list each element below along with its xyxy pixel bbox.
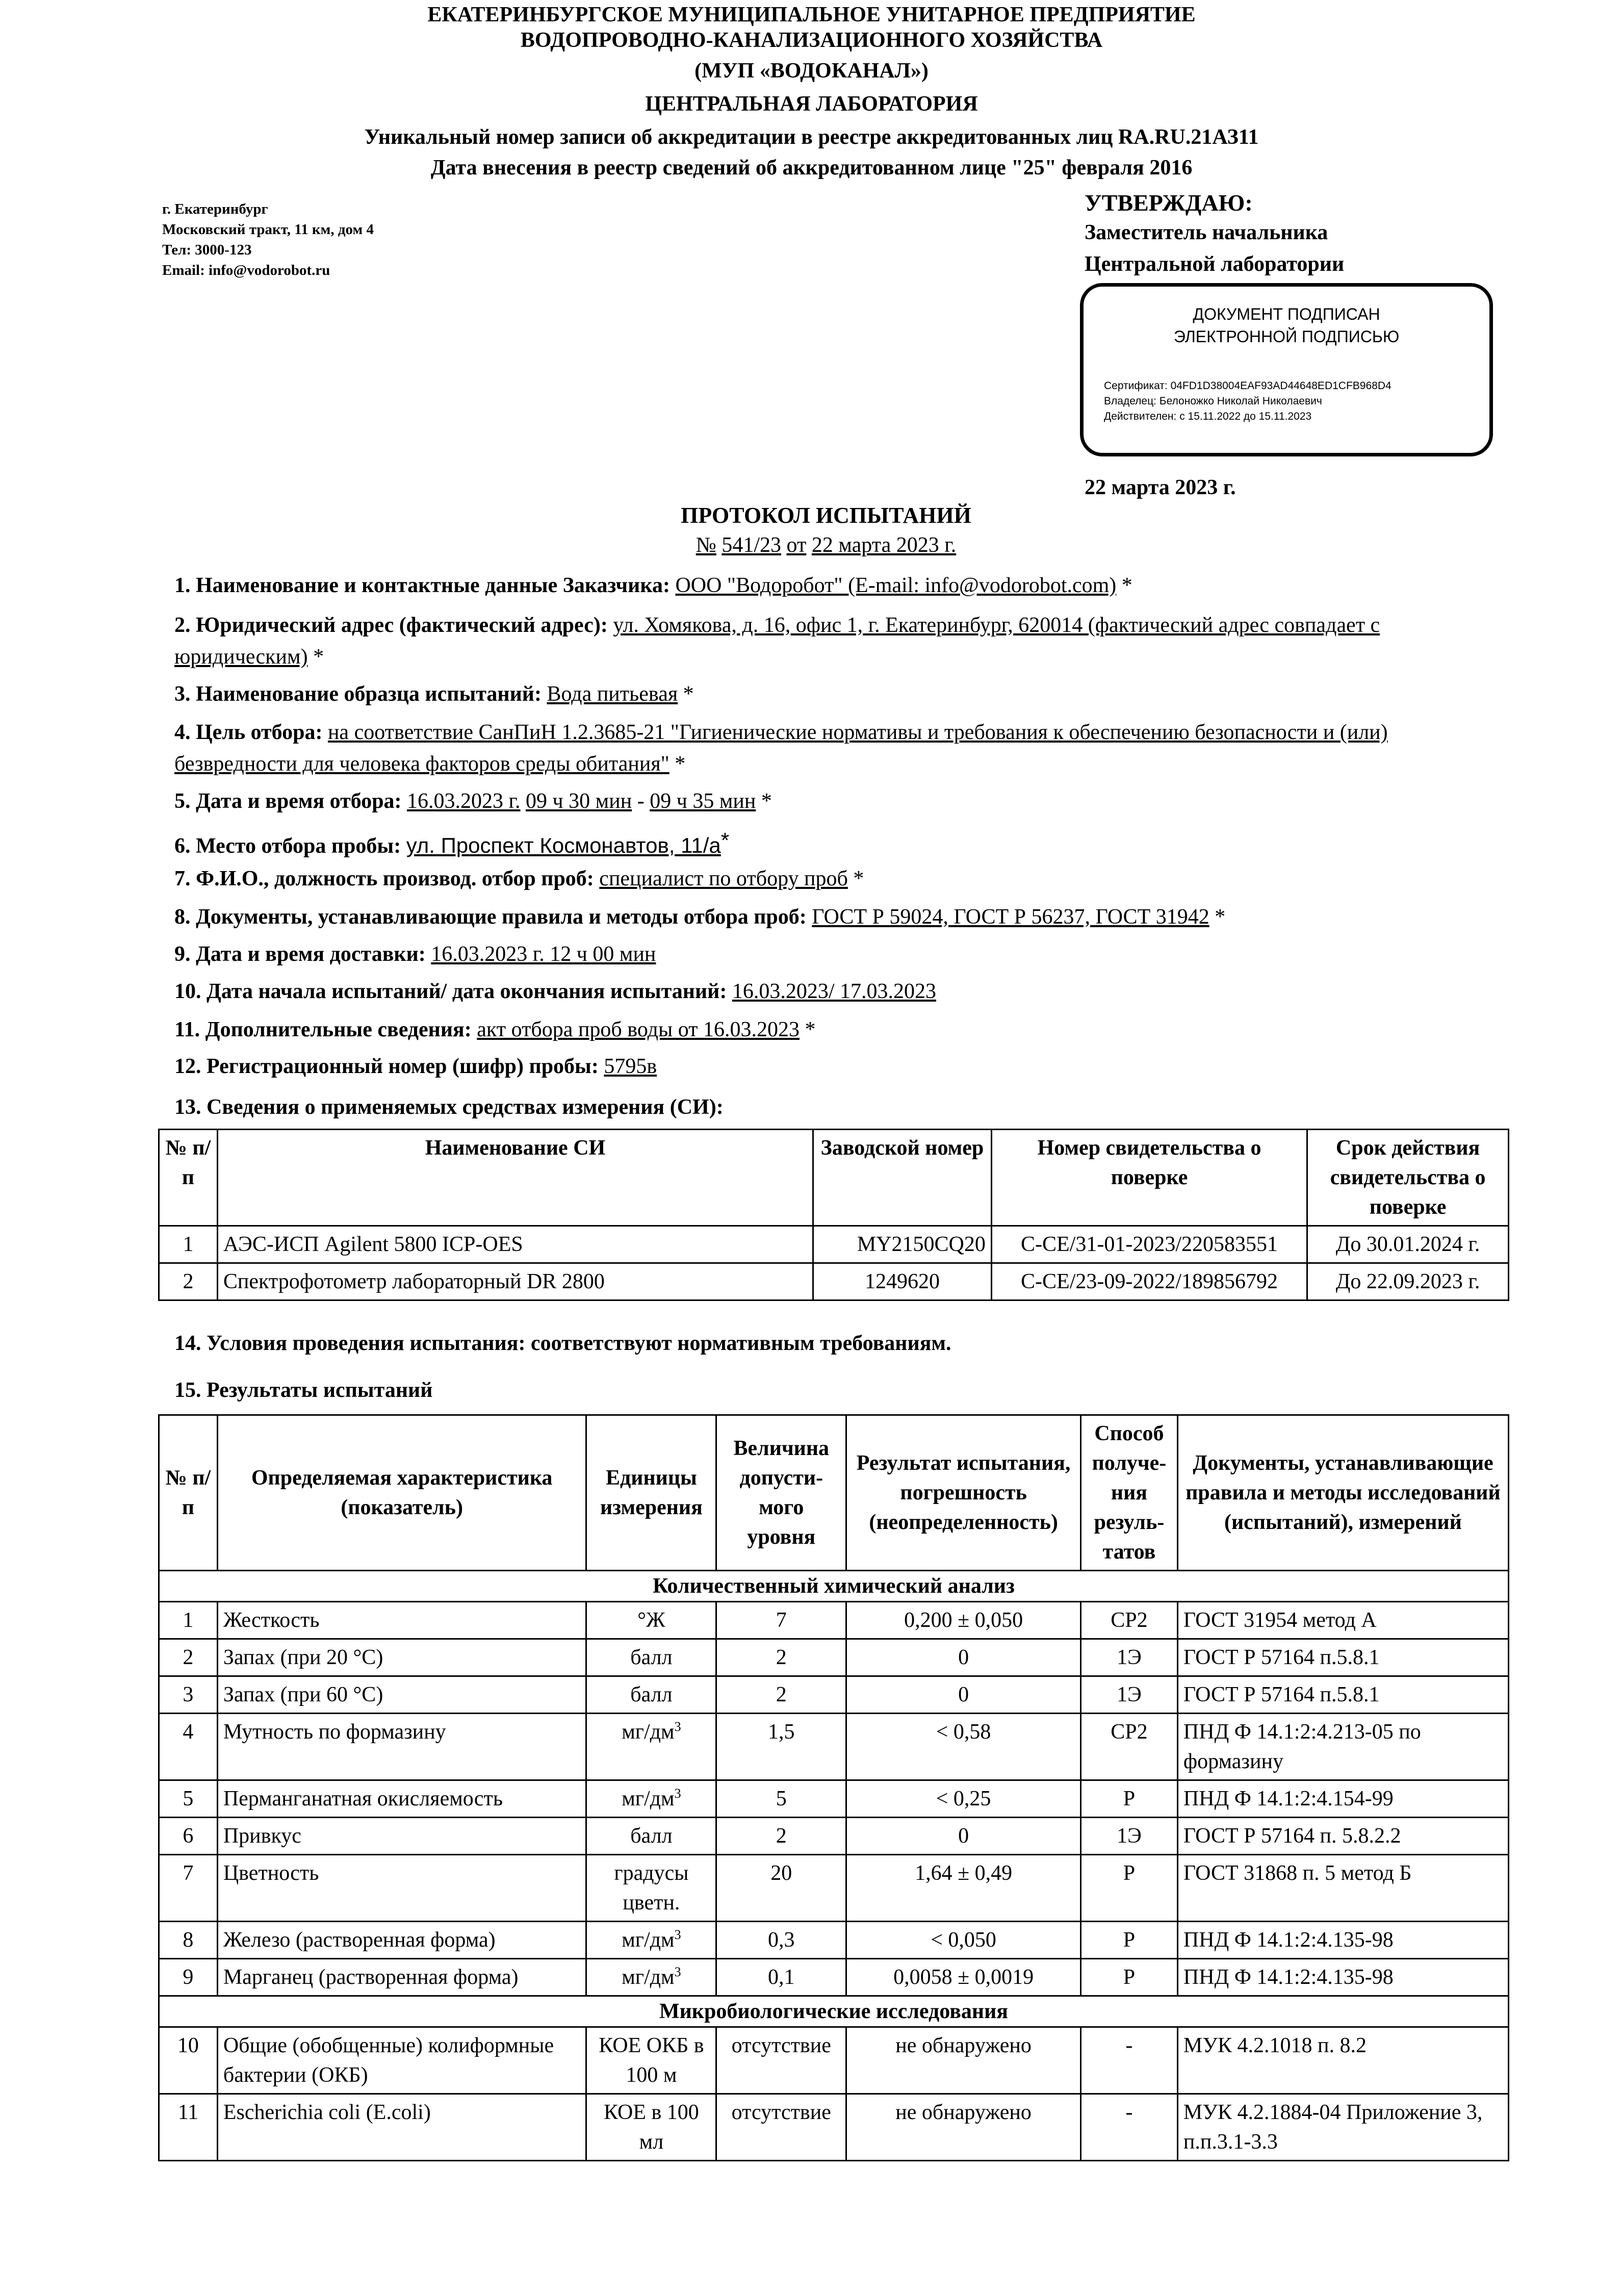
e-signature-stamp [1080,283,1493,456]
protocol-no-label: № [695,533,716,557]
result-method: 1Э [1080,1639,1177,1676]
instrument-serial: 1249620 [813,1263,992,1300]
item-2-value: ул. Хомякова, д. 16, офис 1, г. Екатеринбург, 620014 (фактический адрес совпадает с юридическим) [174,614,1380,669]
instruments-header-name: Наименование СИ [217,1130,813,1226]
result-units: балл [586,1639,716,1676]
protocol-number-line [510,533,1142,557]
results-header-row [159,1415,1509,1571]
section-row-chemical [159,1571,1509,1602]
result-document: МУК 4.2.1018 п. 8.2 [1177,2027,1508,2094]
table-row [159,1263,1509,1300]
result-units: балл [586,1676,716,1714]
item-7 [174,863,1480,895]
results-header-characteristic: Определяемая характеристика (показатель) [217,1415,586,1571]
table-row [159,2094,1509,2161]
item-4 [174,717,1449,780]
results-header-units: Единицы измерения [586,1415,716,1571]
instruments-table [158,1129,1509,1301]
result-value: не обнаружено [846,2027,1081,2094]
result-document: ПНД Ф 14.1:2:4.154-99 [1177,1780,1508,1818]
table-row [159,1855,1509,1922]
registry-date-line: Дата внесения в реестр сведений об аккредитованном лице "25" февраля 2016 [430,156,1193,180]
item-13 [174,1091,1480,1123]
result-num: 2 [159,1639,218,1676]
result-document: ГОСТ Р 57164 п. 5.8.2.2 [1177,1818,1508,1855]
result-units-cell [586,1959,716,1996]
result-characteristic: Запах (при 20 °С) [217,1639,586,1676]
result-value: 0 [846,1639,1081,1676]
instrument-name: АЭС-ИСП Agilent 5800 ICP-OES [217,1226,813,1263]
protocol-number: 541/23 [722,533,782,557]
result-method: СР2 [1080,1602,1177,1639]
result-document: ГОСТ Р 57164 п.5.8.1 [1177,1639,1508,1676]
item-3-star: * [683,682,694,706]
contact-email: Email: info@vodorobot.ru [162,262,330,278]
result-allowed: 0,1 [716,1959,846,1996]
unit-superscript: 3 [674,1719,681,1734]
result-method: Р [1080,1780,1177,1818]
approval-date: 22 марта 2023 г. [1085,476,1236,499]
item-4-label: 4. Цель отбора: [174,721,323,744]
table-row [159,1676,1509,1714]
item-11-value: акт отбора проб воды от 16.03.2023 [477,1018,800,1041]
result-allowed: 1,5 [716,1714,846,1780]
protocol-from-label: от [786,533,807,557]
result-allowed: отсутствие [716,2027,846,2094]
protocol-date: 22 марта 2023 г. [811,533,957,557]
results-header-method: Способ получе-ния резуль-татов [1080,1415,1177,1571]
results-table [158,1414,1509,2161]
item-13-label: 13. Сведения о применяемых средствах измерения (СИ): [174,1095,724,1119]
result-method: 1Э [1080,1676,1177,1714]
protocol-title: ПРОТОКОЛ ИСПЫТАНИЙ [681,503,971,528]
accreditation-line: Уникальный номер записи об аккредитации в реестре аккредитованных лиц RA.RU.21АЗ11 [364,125,1259,149]
instrument-validity: До 30.01.2024 г. [1307,1226,1509,1263]
result-units: КОЕ ОКБ в 100 м [586,2027,716,2094]
result-characteristic: Перманганатная окисляемость [217,1780,586,1818]
result-num: 9 [159,1959,218,1996]
instrument-num: 2 [159,1263,218,1300]
item-6-value: ул. Проспект Космонавтов, 11/а [406,833,721,857]
item-9-label: 9. Дата и время доставки: [174,942,426,966]
result-characteristic: Железо (растворенная форма) [217,1922,586,1959]
item-6-label: 6. Место отбора пробы: [174,834,401,858]
result-units: мг/дм [622,1720,675,1744]
result-units: градусы цветн. [586,1855,716,1922]
result-value: 1,64 ± 0,49 [846,1855,1081,1922]
item-7-label: 7. Ф.И.О., должность производ. отбор проб: [174,867,594,890]
item-8-label: 8. Документы, устанавливающие правила и методы отбора проб: [174,905,807,929]
result-units: мг/дм [622,1928,675,1952]
item-10 [174,976,1480,1007]
item-2-star: * [313,645,324,669]
item-11-label: 11. Дополнительные сведения: [174,1018,472,1041]
result-document: ГОСТ 31954 метод А [1177,1602,1508,1639]
unit-superscript: 3 [674,1927,681,1942]
instruments-header-validity: Срок действия свидетельства о поверке [1307,1130,1509,1226]
unit-superscript: 3 [674,1965,681,1979]
org-name-line1: ЕКАТЕРИНБУРГСКОЕ МУНИЦИПАЛЬНОЕ УНИТАРНОЕ ПРЕДПРИЯТИЕ [427,3,1196,27]
result-method: - [1080,2027,1177,2094]
approval-title: УТВЕРЖДАЮ: [1085,190,1253,216]
instrument-validity: До 22.09.2023 г. [1307,1263,1509,1300]
item-12 [174,1051,1480,1082]
result-num: 11 [159,2094,218,2161]
stamp-validity: Действителен: с 15.11.2022 до 15.11.2023 [1104,411,1312,422]
result-document: ГОСТ 31868 п. 5 метод Б [1177,1855,1508,1922]
item-5-time-to: 09 ч 35 мин [650,789,756,813]
lab-name: ЦЕНТРАЛЬНАЯ ЛАБОРАТОРИЯ [645,92,978,116]
result-characteristic: Запах (при 60 °С) [217,1676,586,1714]
item-5-label: 5. Дата и время отбора: [174,789,402,813]
approval-position-line2: Центральной лаборатории [1085,252,1345,276]
result-allowed: 0,3 [716,1922,846,1959]
result-units: мг/дм [622,1787,675,1810]
item-4-value: на соответствие СанПиН 1.2.3685-21 "Гигиенические нормативы и требования к обеспечению безопасности и (или) безвредности для человека факторов среды обитания" [174,721,1388,776]
item-5-star: * [761,789,772,813]
result-num: 5 [159,1780,218,1818]
result-value: 0,0058 ± 0,0019 [846,1959,1081,1996]
result-document: ГОСТ Р 57164 п.5.8.1 [1177,1676,1508,1714]
instruments-header-row [159,1130,1509,1226]
result-document: ПНД Ф 14.1:2:4.213-05 по формазину [1177,1714,1508,1780]
table-row [159,1818,1509,1855]
result-units: мг/дм [622,1966,675,1989]
stamp-certificate: Сертификат: 04FD1D38004EAF93AD44648ED1CFB968D4 [1104,380,1392,392]
org-name-line2: ВОДОПРОВОДНО-КАНАЛИЗАЦИОННОГО ХОЗЯЙСТВА [520,29,1103,52]
item-1-label: 1. Наименование и контактные данные Заказчика: [174,574,670,597]
result-num: 6 [159,1818,218,1855]
instrument-certificate: С-СЕ/23-09-2022/189856792 [991,1263,1307,1300]
result-value: 0 [846,1818,1081,1855]
item-14-label: 14. Условия проведения испытания: соответствуют нормативным требованиям. [174,1332,951,1355]
result-units-cell [586,1922,716,1959]
result-method: - [1080,2094,1177,2161]
instrument-num: 1 [159,1226,218,1263]
item-12-label: 12. Регистрационный номер (шифр) пробы: [174,1055,599,1078]
result-characteristic: Мутность по формазину [217,1714,586,1780]
results-header-result: Результат испытания, погрешность (неопределенность) [846,1415,1081,1571]
item-12-value: 5795в [604,1055,657,1078]
result-allowed: 2 [716,1639,846,1676]
item-9-value: 16.03.2023 г. 12 ч 00 мин [431,942,656,966]
item-10-value: 16.03.2023/ 17.03.2023 [732,980,937,1003]
result-num: 8 [159,1922,218,1959]
org-name-line3: (МУП «ВОДОКАНАЛ») [694,59,929,83]
result-method: 1Э [1080,1818,1177,1855]
contact-city: г. Екатеринбург [162,201,268,217]
item-6-star: * [720,828,730,852]
result-characteristic: Жесткость [217,1602,586,1639]
section-chemical-title: Количественный химический анализ [159,1571,1509,1602]
result-value: < 0,050 [846,1922,1081,1959]
item-9 [174,938,1480,970]
item-8 [174,901,1480,933]
result-value: не обнаружено [846,2094,1081,2161]
instrument-name: Спектрофотометр лабораторный DR 2800 [217,1263,813,1300]
section-row-microbiology [159,1996,1509,2027]
result-method: Р [1080,1855,1177,1922]
item-15 [174,1374,1480,1406]
result-value: 0 [846,1676,1081,1714]
item-11-star: * [805,1018,816,1041]
result-method: СР2 [1080,1714,1177,1780]
item-5-date: 16.03.2023 г. [407,789,521,813]
table-row [159,2027,1509,2094]
result-method: Р [1080,1922,1177,1959]
item-4-star: * [675,752,686,776]
instruments-header-certificate: Номер свидетельства о поверке [991,1130,1307,1226]
result-num: 7 [159,1855,218,1922]
instrument-certificate: С-СЕ/31-01-2023/220583551 [991,1226,1307,1263]
result-allowed: 20 [716,1855,846,1922]
result-characteristic: Цветность [217,1855,586,1922]
item-5-dash: - [637,789,645,813]
instruments-header-serial: Заводской номер [813,1130,992,1226]
item-5-time-from: 09 ч 30 мин [526,789,632,813]
item-8-star: * [1215,905,1226,929]
item-11 [174,1014,1480,1045]
result-num: 1 [159,1602,218,1639]
results-header-allowed-level: Величина допусти-мого уровня [716,1415,846,1571]
result-document: ПНД Ф 14.1:2:4.135-98 [1177,1959,1508,1996]
instruments-header-num: № п/п [159,1130,218,1226]
item-10-label: 10. Дата начала испытаний/ дата окончания испытаний: [174,980,727,1003]
item-7-star: * [853,867,864,890]
result-num: 4 [159,1714,218,1780]
table-row [159,1959,1509,1996]
table-row [159,1602,1509,1639]
result-allowed: отсутствие [716,2094,846,2161]
approval-position-line1: Заместитель начальника [1085,221,1328,244]
result-allowed: 2 [716,1676,846,1714]
result-characteristic: Escherichia coli (E.coli) [217,2094,586,2161]
result-allowed: 7 [716,1602,846,1639]
result-characteristic: Общие (обобщенные) колиформные бактерии (ОКБ) [217,2027,586,2094]
item-5 [174,785,1480,817]
result-units: балл [586,1818,716,1855]
unit-superscript: 3 [674,1786,681,1801]
item-1-value: ООО "Водоробот" (E-mail: info@vodorobot.com) [675,574,1117,597]
result-units-cell [586,1714,716,1780]
item-1-star: * [1121,574,1132,597]
item-6 [174,825,1480,862]
result-value: 0,200 ± 0,050 [846,1602,1081,1639]
item-7-value: специалист по отбору проб [599,867,848,890]
result-num: 3 [159,1676,218,1714]
item-8-value: ГОСТ Р 59024, ГОСТ Р 56237, ГОСТ 31942 [812,905,1209,929]
table-row [159,1714,1509,1780]
table-row [159,1922,1509,1959]
result-value: < 0,25 [846,1780,1081,1818]
item-3-value: Вода питьевая [547,682,678,706]
item-2-label: 2. Юридический адрес (фактический адрес): [174,614,608,637]
contact-address: Московский тракт, 11 км, дом 4 [162,221,374,238]
result-units-cell [586,1780,716,1818]
result-document: МУК 4.2.1884-04 Приложение 3, п.п.3.1-3.3 [1177,2094,1508,2161]
item-2 [174,609,1449,673]
result-num: 10 [159,2027,218,2094]
stamp-line1: ДОКУМЕНТ ПОДПИСАН [1193,305,1380,323]
result-allowed: 2 [716,1818,846,1855]
stamp-owner: Владелец: Белоножко Николай Николаевич [1104,395,1322,407]
results-header-documents: Документы, устанавливающие правила и методы исследований (испытаний), измерений [1177,1415,1508,1571]
result-characteristic: Привкус [217,1818,586,1855]
table-row [159,1780,1509,1818]
result-units: КОЕ в 100 мл [586,2094,716,2161]
result-document: ПНД Ф 14.1:2:4.135-98 [1177,1922,1508,1959]
result-units: °Ж [586,1602,716,1639]
instrument-serial: MY2150CQ20 [813,1226,992,1263]
section-microbiology-title: Микробиологические исследования [159,1996,1509,2027]
item-3 [174,678,1480,710]
result-method: Р [1080,1959,1177,1996]
result-value: < 0,58 [846,1714,1081,1780]
item-14 [174,1328,1480,1359]
result-allowed: 5 [716,1780,846,1818]
item-15-label: 15. Результаты испытаний [174,1379,433,1402]
stamp-line2: ЭЛЕКТРОННОЙ ПОДПИСЬЮ [1173,327,1400,346]
contact-phone: Тел: 3000-123 [162,242,252,258]
item-3-label: 3. Наименование образца испытаний: [174,682,542,706]
table-row [159,1639,1509,1676]
result-characteristic: Марганец (растворенная форма) [217,1959,586,1996]
item-1 [174,570,1480,601]
results-header-num: № п/п [159,1415,218,1571]
table-row [159,1226,1509,1263]
